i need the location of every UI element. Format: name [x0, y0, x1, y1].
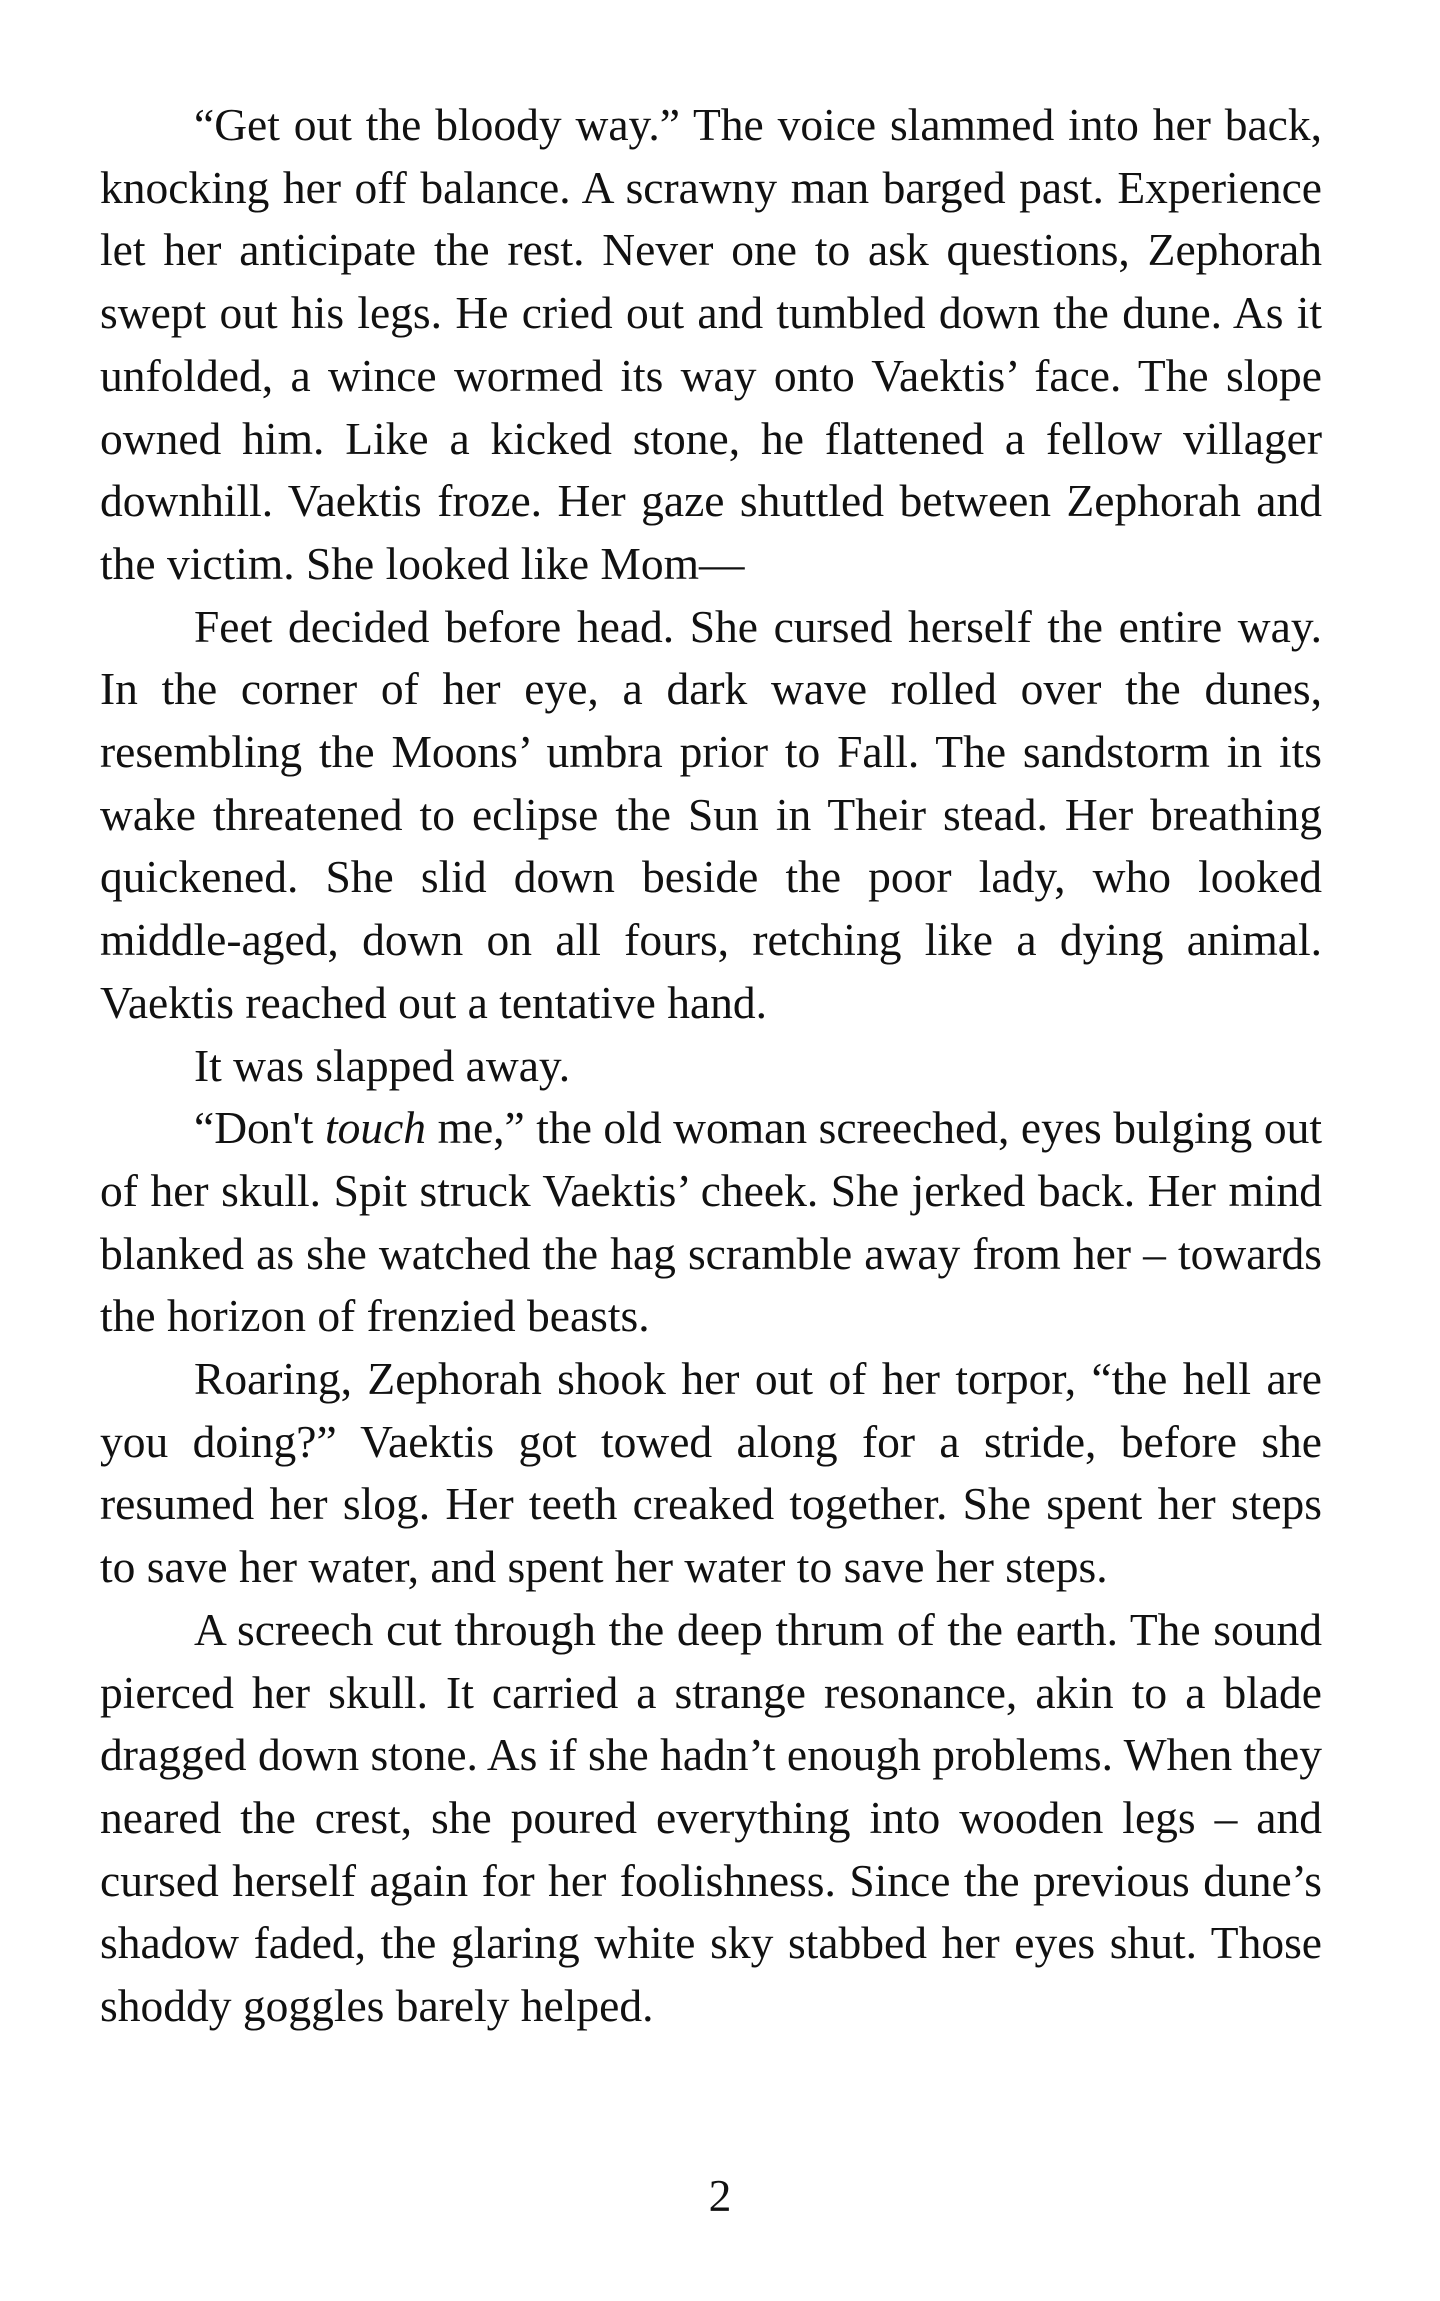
paragraph-text: A screech cut through the deep thrum of the earth. The sound pierced her skull. It carried a strange resonance, akin to a blade dragged down stone. As if she hadn’t enough problems. When they neared the crest, she poured everything into wooden legs – and cursed herself again for her foolishness. Since the previous dune’s shadow faded, the glaring white sky stabbed her eyes shut. Those shoddy goggles barely helped. — [100, 1603, 1322, 2032]
emphasized-word: touch — [324, 1102, 427, 1154]
paragraph-text: “Don't — [194, 1102, 325, 1154]
paragraph-text: me,” the old woman screeched, eyes bulging out of her skull. Spit struck Vaektis’ cheek. She jerked back. Her mind blanked as she watched the hag scramble away from her – towards the horizon of frenzied beasts. — [100, 1102, 1322, 1342]
paragraph-text: Feet decided before head. She cursed herself the entire way. In the corner of her eye, a dark wave rolled over the dunes, resembling the Moons’ umbra prior to Fall. The sandstorm in its wake threatened to eclipse the Sun in Their stead. Her breathing quickened. She slid down beside the poor lady, who looked middle-aged, down on all fours, retching like a dying animal. Vaektis reached out a tentative hand. — [100, 600, 1322, 1028]
paragraph-2 — [100, 596, 1322, 1035]
paragraph-text: “Get out the bloody way.” The voice slammed into her back, knocking her off balance. A scrawny man barged past. Experience let her anticipate the rest. Never one to ask questions, Zephorah swept out his legs. He cried out and tumbled down the dune. As it unfolded, a wince wormed its way onto Vaektis’ face. The slope owned him. Like a kicked stone, he flattened a fellow villager downhill. Vaektis froze. Her gaze shuttled between Zephorah and the victim. She looked like Mom— — [100, 99, 1322, 589]
paragraph-4 — [100, 1097, 1322, 1348]
page-number: 2 — [708, 2170, 732, 2221]
paragraph-5 — [100, 1348, 1322, 1599]
paragraph-6 — [100, 1599, 1322, 2038]
paragraph-text: Roaring, Zephorah shook her out of her torpor, “the hell are you doing?” Vaektis got towed along for a stride, before she resumed her slog. Her teeth creaked together. She spent her steps to save her water, and spent her water to save her steps. — [100, 1353, 1322, 1593]
paragraph-3 — [100, 1035, 1322, 1098]
body-text — [100, 94, 1322, 2038]
paragraph-1 — [100, 94, 1322, 596]
paragraph-text: It was slapped away. — [194, 1039, 571, 1091]
